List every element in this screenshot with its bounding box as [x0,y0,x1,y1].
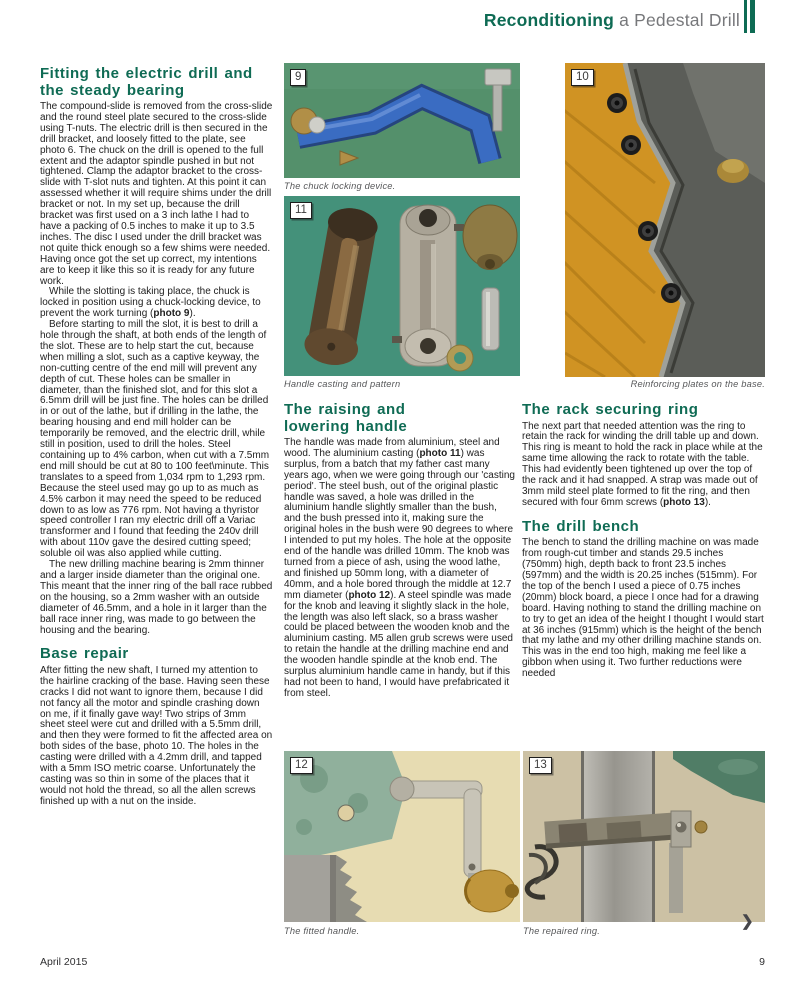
photo-9 [284,63,520,178]
photo-10-image [565,63,765,377]
photo-11 [284,196,520,376]
header-title-rest: a Pedestal Drill [614,10,740,30]
col1-paragraph-3: Before starting to mill the slot, it is best to drill a hole through the shaft, at both ends of the length of the slot. These are to help start the cut, because when milling a slot, such as a captive keyway, the non-cutting centre of the end mill will prevent any depth of cut. These holes can be smaller in diameter, than the finished slot, and for this slot a 6.5mm drill will be just fine. The holes can be drilled in or out of the lathe, but if drilling in the lathe, the bearing housing and end mill holder can be temporarily be removed, and the electric drill, while still in position, used to drill the holes. Steel containing up to 4% carbon, when cut with a 7.5mm end mill should be cut at 80 to 100 feet\minute. This translates to a speed from 1,034 rpm to 1,293 rpm. Because the steel used may go up to as much as 4.5% carbon it may need the speed to be reduced down to as low as 776 rpm. Not having a thyristor speed controller I ran my electric drill off a Variac transformer and I found that feeding the 240v drill with about 110v gave the desired cutting speed; soluble oil was also applied while cutting. [40,319,270,560]
col3-paragraph-1: The next part that needed attention was the ring to retain the rack for winding the drill table up and down. This ring is meant to hold the rack in place while at the same time allowing the rack to rotate with the table. This had evidently been tightened up over the top of the rack and it had snapped. A strap was made out of 3mm mild steel plate formed to fit the ring, and then secured with four 6mm screws (photo 13). [522,420,763,508]
section-heading-raising-lowering-handle: The raising and lowering handle [284,402,408,435]
col2-paragraph-1: The handle was made from aluminium, steel and wood. The aluminium casting (photo 11) was surplus, from a batch that my father cast many years ago, when we were going through our 'casting period'. The steel bush, out of the original plastic handle was saved, a hole was drilled in the aluminium handle slightly smaller than the bush, and the bush pressed into it, making sure the original holes in the bush were 90 degrees to where I intended to put my holes. The hole at the opposite end of the handle was drilled 10mm. The knob was turned from a piece of ash, using the wood lathe, and finished up 50mm long, with a diameter of 40mm, and a hole bored through the middle at 12.7 mm diameter (photo 12). A steel spindle was made for the knob and leaving it slightly slack in the hole, the length was also left slack, so a brass washer could be placed between the wooden knob and the aluminium casting. M5 allen grub screws were used to retain the handle at the drilling machine end and the wooden handle spindle at the knob end. The surplus aluminium handle came in handy, but if this had not been to hand, I would have prefabricated it from steel. [284,437,515,699]
page-header [0,10,740,31]
col1-paragraph-4: The new drilling machine bearing is 2mm thinner and a larger inside diameter than the original one. This meant that the inner ring of the ball race rubbed on the housing, so a 2mm washer with an outside diameter of 46.5mm, and a hole in it larger than the ball race inner ring, was made to go between the housing and the bearing. [40,559,273,636]
photo-10-number-badge: 10 [571,69,594,86]
footer-issue-date: April 2015 [40,956,88,968]
col1-paragraph-1: The compound-slide is removed from the cross-slide and the round steel plate secured to the cross-slide using T-nuts. The electric drill is then secured in the drill bracket, and loosely fitted to the plate, see photo 6. The chuck on the drill is opened to the full extent and the adaptor spindle pushed in but not tightened. Clamp the adaptor bracket to the cross-slide with T-slot nuts and tighten. At this point it can assessed whether it will require shims under the drill bracket or not. In my set up, because the drill bracket was first used on a 3 inch lathe I had to have a packing of 0.5 inches to make it up to 3.5 inches. The disc I used under the drill bracket was not quite thick enough so a few shims were needed. Having once got the set up correct, my intentions are to keep it like this so it is ready for any future work. [40,101,273,287]
column-1 [40,66,273,954]
header-accent-bar-thick [750,0,755,33]
column-2 [284,402,516,748]
col1-paragraph-5: After fitting the new shaft, I turned my attention to the hairline cracking of the base. Having seen these cracks I did not want to ignore them, because I did not fancy all the motor and spindle crashing down on me, if it finally gave way! Two strips of 3mm sheet steel were cut and drilled with a 5.5mm drill, and then they were formed to fit the affected area on both sides of the base, photo 10. The holes in the casting were drilled with a 4.2mm drill, and tapped with a 5mm ISO metric coarse. Unfortunately the casting was so thin in some of the places that it would not hold the thread, so all the allen screws finished up with a nut on the inside. [40,664,273,807]
photo-13-caption: The repaired ring. [523,926,600,936]
photo-10-caption: Reinforcing plates on the base. [630,379,765,389]
col1-paragraph-2: While the slotting is taking place, the chuck is locked in position using a chuck-locking device, to prevent the work turning (photo 9). [40,286,261,320]
col3-paragraph-2: The bench to stand the drilling machine on was made from rough-cut timber and stands 29.5 inches (750mm) high, depth back to front 23.5 inches (597mm) and the width is 20.25 inches (515mm). For the top of the bench I used a piece of 0.75 inches (20mm) block board, a piece I once had for a drawing board. Having nothing to stand the drilling machine on to try to get an idea of the height I thought I would start at 36 inches (915mm) which is the height of the bench that my lathe and my other drilling machine stands on. This was in the end too high, making me feel like a gibbon when using it. Two further reductions were needed [522,537,764,680]
photo-12 [284,751,520,922]
photo-9-caption: The chuck locking device. [284,181,396,191]
section-heading-drill-bench: The drill bench [522,517,640,535]
column-3 [522,402,765,748]
photo-12-caption: The fitted handle. [284,926,360,936]
section-heading-rack-securing-ring: The rack securing ring [522,402,699,418]
photo-13-image [523,751,765,922]
section-heading-base-repair: Base repair [40,645,129,663]
photo-10 [565,63,765,377]
photo-12-number-badge: 12 [290,757,313,774]
photo-13-number-badge: 13 [529,757,552,774]
footer-page-number: 9 [759,956,765,968]
photo-12-image [284,751,520,922]
photo-9-number-badge: 9 [290,69,306,86]
header-accent-bar-thin [744,0,747,33]
section-heading-fitting-drill: Fitting the electric drill and the steady bearing [40,66,253,99]
photo-9-image [284,63,520,178]
header-title-strong: Reconditioning [483,10,615,30]
photo-11-image [284,196,520,376]
photo-11-number-badge: 11 [290,202,312,219]
next-page-chevron-icon: ❯ [741,913,754,930]
photo-11-caption: Handle casting and pattern [284,379,401,389]
photo-13 [523,751,765,922]
